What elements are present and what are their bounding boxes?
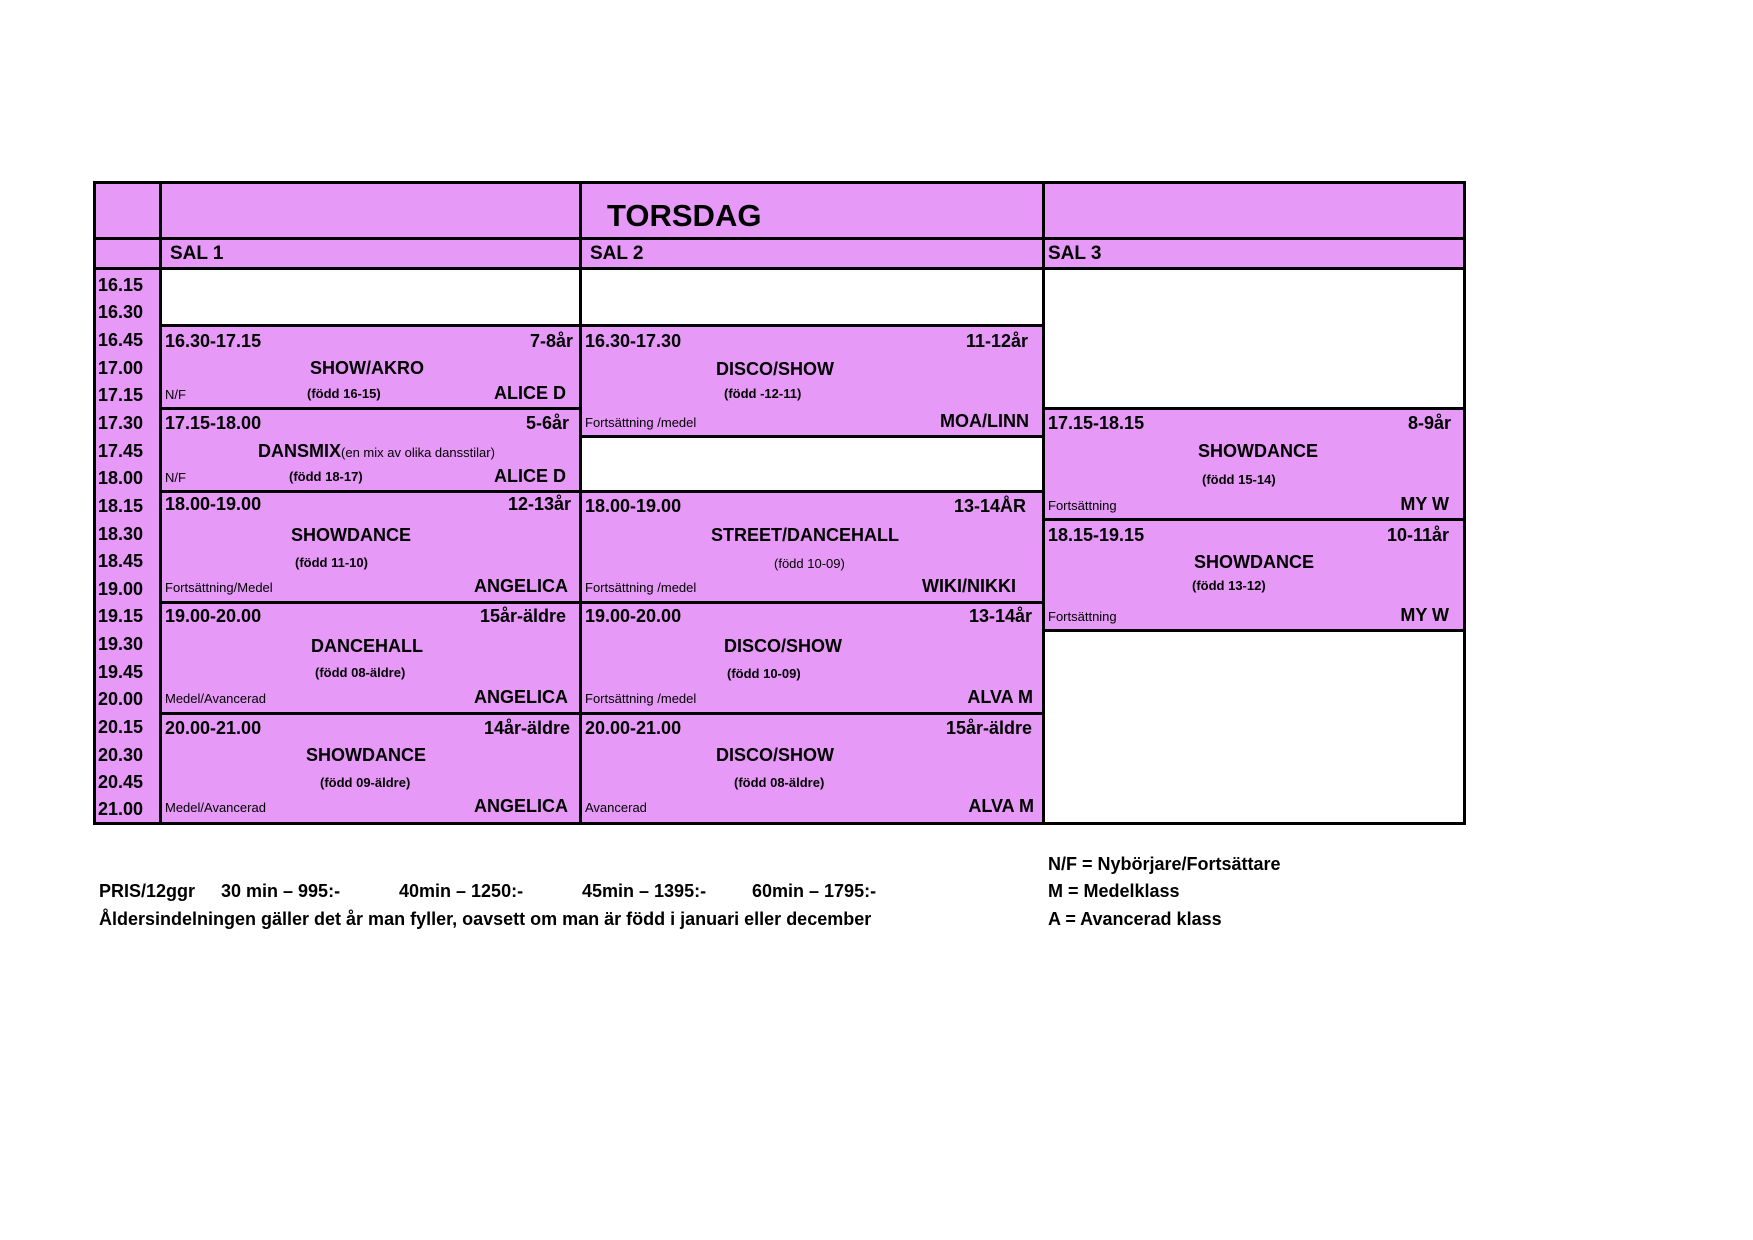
class-level: Fortsättning /medel [585,415,697,430]
class-teacher: ALVA M [967,687,1033,707]
class-born: (född 16-15) [307,386,381,401]
time-label: 20.45 [98,772,144,792]
class-age: 12-13år [507,494,571,514]
class-name: SHOWDANCE [1194,552,1314,572]
class-level: Fortsättning [1048,609,1117,624]
time-label: 21.00 [98,799,144,819]
class-teacher: MOA/LINN [940,411,1029,431]
class-name: DANSMIX(en mix av olika dansstilar) [258,441,495,461]
class-level: Fortsättning /medel [585,580,697,595]
class-age: 15år-äldre [479,606,566,626]
class-name: SHOWDANCE [291,525,411,545]
time-label: 18.00 [98,468,144,488]
class-name: SHOW/AKRO [310,358,424,378]
class-name: DISCO/SHOW [716,745,835,765]
legend-item: N/F = Nybörjare/Fortsättare [1048,854,1281,874]
room-header-sal1: SAL 1 [170,243,224,264]
class-born: (född 09-äldre) [320,775,411,790]
time-label: 20.00 [98,689,144,709]
time-label: 19.30 [98,634,144,654]
day-title: TORSDAG [607,198,762,233]
class-teacher: ALVA M [968,796,1034,816]
time-label: 20.15 [98,717,144,737]
legend-item: A = Avancerad klass [1048,909,1222,929]
class-time-range: 19.00-20.00 [585,606,682,626]
class-born: (född 10-09) [727,666,801,681]
class-name: DANCEHALL [311,636,423,656]
class-time-range: 19.00-20.00 [165,606,262,626]
room-header-sal3: SAL 3 [1048,243,1102,264]
time-label: 19.45 [98,662,144,682]
class-teacher: WIKI/NIKKI [922,576,1016,596]
class-name: STREET/DANCEHALL [711,525,899,545]
class-time-range: 16.30-17.15 [165,331,262,351]
class-level: Fortsättning/Medel [165,580,273,595]
class-name: SHOWDANCE [1198,441,1318,461]
class-born: (född 10-09) [774,556,845,571]
class-born: (född 08-äldre) [734,775,825,790]
class-time-range: 20.00-21.00 [585,718,682,738]
class-age: 13-14år [968,606,1032,626]
class-teacher: ALICE D [494,466,566,486]
class-teacher: ANGELICA [474,796,568,816]
time-label: 16.15 [98,275,144,295]
class-level: N/F [165,470,186,485]
time-label: 18.30 [98,524,144,544]
class-born: (född 11-10) [295,555,368,570]
class-time-range: 17.15-18.00 [165,413,262,433]
price-label: PRIS/12ggr [99,881,196,901]
time-label: 19.00 [98,579,144,599]
class-level: Fortsättning [1048,498,1117,513]
class-born: (född 13-12) [1192,578,1266,593]
time-label: 16.30 [98,302,144,322]
time-label: 20.30 [98,745,144,765]
time-label: 17.00 [98,358,144,378]
time-label: 19.15 [98,606,144,626]
legend-item: M = Medelklass [1048,881,1180,901]
class-name: DISCO/SHOW [716,359,835,379]
price-item: 45min – 1395:- [582,881,707,901]
class-name: SHOWDANCE [306,745,426,765]
class-age: 8-9år [1407,413,1451,433]
class-born: (född 15-14) [1202,472,1276,487]
class-name-note: (en mix av olika dansstilar) [341,445,495,460]
class-born: (född 08-äldre) [315,665,406,680]
class-level: Medel/Avancerad [165,691,266,706]
class-teacher: MY W [1400,605,1449,625]
time-label: 17.45 [98,441,144,461]
class-age: 15år-äldre [945,718,1032,738]
class-teacher: ANGELICA [474,687,568,707]
time-column [95,270,161,824]
class-born: (född 18-17) [289,469,363,484]
price-item: 40min – 1250:- [399,881,524,901]
time-label: 16.45 [98,330,144,350]
class-time-range: 17.15-18.15 [1048,413,1145,433]
header-band [95,183,1465,270]
class-time-range: 18.15-19.15 [1048,525,1145,545]
class-age: 13-14ÅR [953,496,1026,516]
class-name: DISCO/SHOW [724,636,843,656]
class-age: 10-11år [1386,525,1449,545]
price-item: 60min – 1795:- [752,881,877,901]
class-level: Fortsättning /medel [585,691,697,706]
class-age: 14år-äldre [483,718,570,738]
class-teacher: ANGELICA [474,576,568,596]
class-born: (född -12-11) [724,386,802,401]
price-item: 30 min – 995:- [221,881,341,901]
class-level: N/F [165,387,186,402]
room-header-sal2: SAL 2 [590,243,644,264]
class-teacher: ALICE D [494,383,566,403]
class-level: Avancerad [585,800,647,815]
class-time-range: 20.00-21.00 [165,718,262,738]
class-age: 5-6år [525,413,569,433]
class-teacher: MY W [1400,494,1449,514]
time-label: 17.30 [98,413,144,433]
time-label: 18.15 [98,496,144,516]
time-label: 17.15 [98,385,144,405]
class-level: Medel/Avancerad [165,800,266,815]
class-time-range: 18.00-19.00 [585,496,682,516]
class-age: 7-8år [529,331,573,351]
class-time-range: 18.00-19.00 [165,494,262,514]
age-note: Åldersindelningen gäller det år man fyller, oavsett om man är född i januari eller december [99,909,872,929]
class-age: 11-12år [965,331,1028,351]
class-time-range: 16.30-17.30 [585,331,682,351]
time-label: 18.45 [98,551,144,571]
